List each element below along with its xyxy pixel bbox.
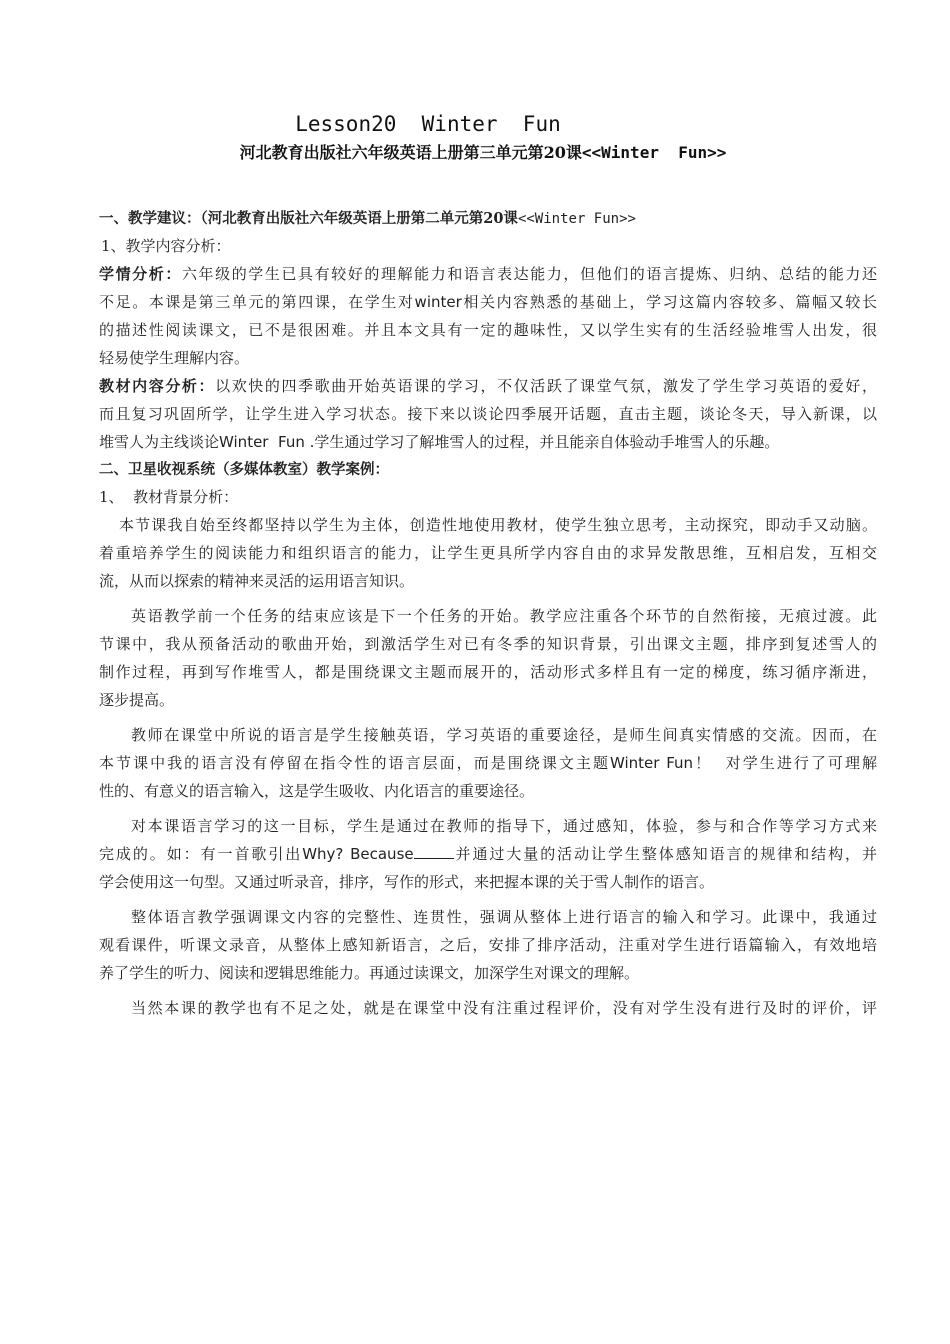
paragraph-line: 节课中，我从预备活动的歌曲开始，到激活学生对已有冬季的知识背景，引出课文主题，排序到复述雪人的	[99, 635, 877, 653]
title-chinese	[0, 140, 950, 163]
paragraph-line: 观看课件，听课文录音，从整体上感知新语言，之后，安排了排序活动，注重对学生进行语篇输入，有效地培	[99, 936, 877, 954]
paragraph-line: 养了学生的听力、阅读和逻辑思维能力。再通过读课文，加深学生对课文的理解。	[99, 964, 640, 982]
paragraph-line: 整体语言教学强调课文内容的完整性、连贯性，强调从整体上进行语言的输入和学习。此课中，我通过	[131, 908, 877, 926]
paragraph-line: 当然本课的教学也有不足之处，就是在课堂中没有注重过程评价，没有对学生没有进行及时的评价，评	[131, 999, 877, 1017]
paragraph-line: 学情分析：六年级的学生已具有较好的理解能力和语言表达能力，但他们的语言提炼、归纳、总结的能力还	[99, 265, 877, 283]
paragraph-line: 性的、有意义的语言输入，这是学生吸收、内化语言的重要途径。	[99, 782, 535, 800]
paragraph-line: 本节课我自始至终都坚持以学生为主体，创造性地使用教材，使学生独立思考，主动探究，即动手又动脑。	[119, 516, 877, 534]
keyword-winter: winter	[414, 293, 462, 311]
section2-heading: 二、卫星收视系统（多媒体教室）教学案例：	[99, 461, 389, 478]
section1-heading-prefix: 一、教学建议：（河北教育出版社六年级英语上册第二单元第20课	[99, 210, 518, 227]
paragraph-line: 逐步提高。	[99, 691, 175, 709]
paragraph-line: 完成的。如：有一首歌引出Why? Because 并通过大量的活动让学生整体感知语言的规律和结构，并	[99, 845, 877, 863]
paragraph-line: 的描述性阅读课文，已不是很困难。并且本文具有一定的趣味性，又以学生实有的生活经验堆雪人出发，很	[99, 321, 877, 339]
paragraph-line: 对本课语言学习的这一目标，学生是通过在教师的指导下，通过感知，体验，参与和合作等学习方式来	[131, 817, 877, 835]
phrase-why-because: Why? Because	[302, 845, 414, 863]
section1-heading-suffix: <<Winter Fun>>	[517, 211, 636, 227]
learner-label: 学情分析：	[99, 265, 182, 283]
material-label: 教材内容分析：	[99, 377, 216, 395]
paragraph-line: 不足。本课是第三单元的第四课，在学生对winter相关内容熟悉的基础上，学习这篇内容较多、篇幅又较长	[99, 293, 877, 311]
section1-heading	[99, 205, 877, 232]
phrase-winter-fun-2: Winter Fun！	[609, 754, 713, 772]
paragraph-line: 轻易使学生理解内容。	[99, 349, 250, 367]
paragraph-line: 制作过程，再到写作堆雪人，都是围绕课文主题而展开的，活动形式多样且有一定的梯度，练习循序渐进，	[99, 663, 877, 681]
paragraph-line: 堆雪人为主线谈论Winter Fun .学生通过学习了解堆雪人的过程，并且能亲自体验动手堆雪人的乐趣。	[99, 433, 780, 451]
section1-sub1: 1、教学内容分析：	[101, 237, 231, 255]
fill-blank	[414, 844, 454, 859]
paragraph-line: 学会使用这一句型。又通过听录音，排序，写作的形式，来把握本课的关于雪人制作的语言。	[99, 873, 715, 891]
document-body	[99, 205, 877, 1022]
phrase-winter-fun: Winter Fun	[219, 433, 305, 451]
title-chinese-suffix: <<Winter Fun>>	[581, 143, 727, 162]
title-chinese-prefix: 河北教育出版社六年级英语上册第三单元第20课	[239, 143, 582, 162]
paragraph-line: 教师在课堂中所说的语言是学生接触英语，学习英语的重要途径，是师生间真实情感的交流。因而，在	[131, 726, 877, 744]
section2-sub1: 1、 教材背景分析：	[99, 488, 239, 506]
paragraph-line: 流，从而以探索的精神来灵活的运用语言知识。	[99, 572, 415, 590]
paragraph-line: 而且复习巩固所学，让学生进入学习状态。接下来以谈论四季展开话题，直击主题，谈论冬天，导入新课，以	[99, 405, 877, 423]
paragraph-line: 本节课中我的语言没有停留在指令性的语言层面，而是围绕课文主题Winter Fun！ 对学生进行了可理解	[99, 754, 877, 772]
paragraph-line: 教材内容分析：以欢快的四季歌曲开始英语课的学习，不仅活跃了课堂气氛，激发了学生学习英语的爱好，	[99, 377, 877, 395]
paragraph-line: 着重培养学生的阅读能力和组织语言的能力，让学生更具所学内容自由的求异发散思维，互相启发，互相交	[99, 544, 877, 562]
title-english: Lesson20 Winter Fun	[295, 112, 561, 136]
paragraph-line: 英语教学前一个任务的结束应该是下一个任务的开始。教学应注重各个环节的自然衔接，无痕过渡。此	[131, 607, 877, 625]
